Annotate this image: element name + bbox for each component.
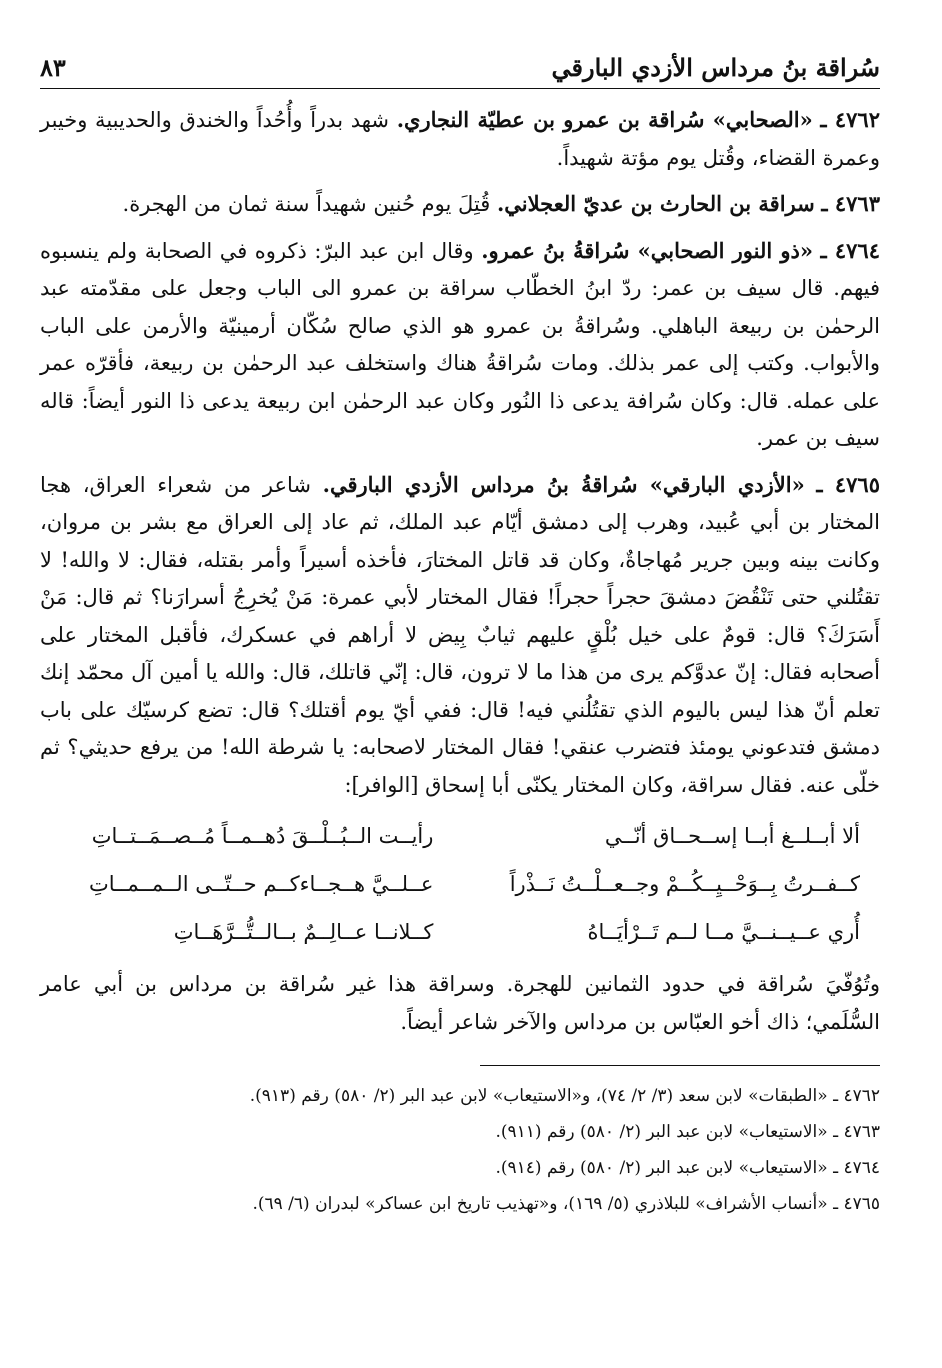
entry-4765-closing: وتُوُفّيَ سُراقة في حدود الثمانين للهجرة. وسراقة هذا غير سُراقة بن مرداس بن أبي عامر السُّلَمي؛ ذاك أخو العبّاس بن مرداس والآخر شاعر أيضاً. [40, 972, 880, 1034]
running-title: سُراقة بنُ مرداس الأزدي البارقي [551, 53, 880, 82]
entry-text: شاعر من شعراء العراق، هجا المختار بن أبي عُبيد، وهرب إلى دمشق أيّام عبد الملك، ثم عاد إلى العراق مع بشر بن مروان، وكانت بينه وبين جرير مُهاجاةٌ، وكان قد قاتل المختارَ، فأخذه أسيراً وأمر بقتله، فقال: لا والله! لا تقتُلني حتى تَنْقُضَ دمشقَ حجراً حجراً! فقال المختار لأبي عمرة: مَنْ يُخرِجُ أسرارَنا؟ ثم قال: مَنْ أَسَرَكَ؟ قال: قومٌ على خيل بُلْقٍ عليهم ثيابٌ بِيض لا أراهم في عسكرك، فأقبل المختار على أصحابه فقال: إنّ عدوَّكم يرى من هذا ما لا ترون، قال: إنّي قاتلك، قال: والله يا أمين آل محمّد إنك تعلم أنّ هذا ليس باليوم الذي تقتُلُني فيه! قال: ففي أيّ يوم أقتلك؟ قال: تضع كرسيّك على باب دمشق فتدعوني يومئذ فتضرب عنقي! فقال المختار لاصحابه: يا شرطة الله! من يرفع حديثي؟ ثم خلّى عنه. فقال سراقة، وكان المختار يكنّى أبا إسحاق [الوافر]: [40, 472, 880, 797]
entry-4764 [40, 232, 880, 458]
entry-4765 [40, 466, 880, 805]
entry-name: «الأزدي البارقي» سُراقةُ بنُ مرداس الأزدي البارقي. [322, 471, 805, 497]
entry-text: وقال ابن عبد البرّ: ذكروه في الصحابة ولم ينسبوه فيهم. قال سيف بن عمر: ردّ ابنُ الخطّاب سراقة بن عمرو الى الباب وجعل على مقدّمته عبد الرحمٰن بن ربيعة الباهلي. وسُراقةُ بن عمرو هو الذي صالح سُكّان أرمينيّة والأرمن على الباب والأبواب. وكتب إلى عمر بذلك. ومات سُراقةُ هناك واستخلف عبد الرحمٰن بن ربيعة، فأقرّه عمر على عمله. قال: وكان سُرافة يدعى ذا النُور وكان عبد الرحمٰن ابن ربيعة يدعى ذا النور أيضاً: قاله سيف بن عمر. [40, 238, 880, 450]
hemistich-second: عــلــيَّ هــجــاءكــم حــتّــى الــمــمــاتِ [88, 872, 434, 896]
hemistich-first: كــفــرتُ بِــوَحْــيِــكُــمْ وجــعــلْــتُ نَــذْراً [509, 872, 860, 896]
footnote: ٤٧٦٥ ـ «أنساب الأشراف» للبلاذري (٥/ ١٦٩)، و«تهذيب تاريخ ابن عساكر» لبدران (٦/ ٦٩). [252, 1194, 880, 1214]
hemistich-second: كــلانــا عــالِــمٌ بــالــتُّــرَّهَــاتِ [173, 920, 434, 944]
page-number: ٨٣ [40, 53, 66, 82]
entry-name: «الصحابي» سُراقة بن عمرو بن عطيّة النجاري. [396, 107, 813, 132]
poem-verse [70, 812, 860, 860]
footnote-rule [480, 1065, 880, 1066]
poem [70, 812, 860, 956]
entry-4762 [40, 101, 880, 177]
entry-4763 [40, 185, 880, 224]
hemistich-first: أُري عــيــنــيَّ مــا لــم تَــرْأيَــاهُ [587, 920, 860, 944]
footnotes [40, 1078, 880, 1222]
entry-name: سراقة بن الحارث بن عديّ العجلاني. [496, 191, 815, 216]
header-rule [40, 88, 880, 89]
entry-number: ٤٧٦٤ ـ [820, 237, 880, 263]
poem-verse [70, 860, 860, 908]
footnote: ٤٧٦٢ ـ «الطبقات» لابن سعد (٣/ ٢/ ٧٤)، و«الاستيعاب» لابن عبد البر (٢/ ٥٨٠) رقم (٩١٣). [249, 1086, 880, 1106]
footnote: ٤٧٦٣ ـ «الاستيعاب» لابن عبد البر (٢/ ٥٨٠) رقم (٩١١). [495, 1122, 880, 1142]
hemistich-second: رأيــت الــبُــلْــقَ دُهــمــاً مُــصــمَــتــاتِ [91, 824, 434, 848]
hemistich-first: ألا أبــلــغ أبــا إســحــاق أنّــي [604, 824, 860, 848]
entry-text: قُتِلَ يوم حُنين شهيداً سنة ثمان من الهجرة. [122, 192, 491, 216]
entry-number: ٤٧٦٢ ـ [820, 107, 880, 132]
footnote: ٤٧٦٤ ـ «الاستيعاب» لابن عبد البر (٢/ ٥٨٠) رقم (٩١٤). [495, 1158, 880, 1178]
entry-text: شهد بدراً وأُحُداً والخندق والحديبية وخيبر وعمرة القضاء، وقُتل يوم مؤتة شهيداً. [40, 108, 880, 170]
entry-name: «ذو النور الصحابي» سُراقةُ بنُ عمرو. [481, 237, 813, 263]
poem-verse [70, 908, 860, 956]
entry-number: ٤٧٦٣ ـ [821, 191, 880, 216]
page-header [40, 40, 880, 82]
entry-number: ٤٧٦٥ ـ [816, 471, 880, 497]
book-page [40, 40, 880, 1222]
